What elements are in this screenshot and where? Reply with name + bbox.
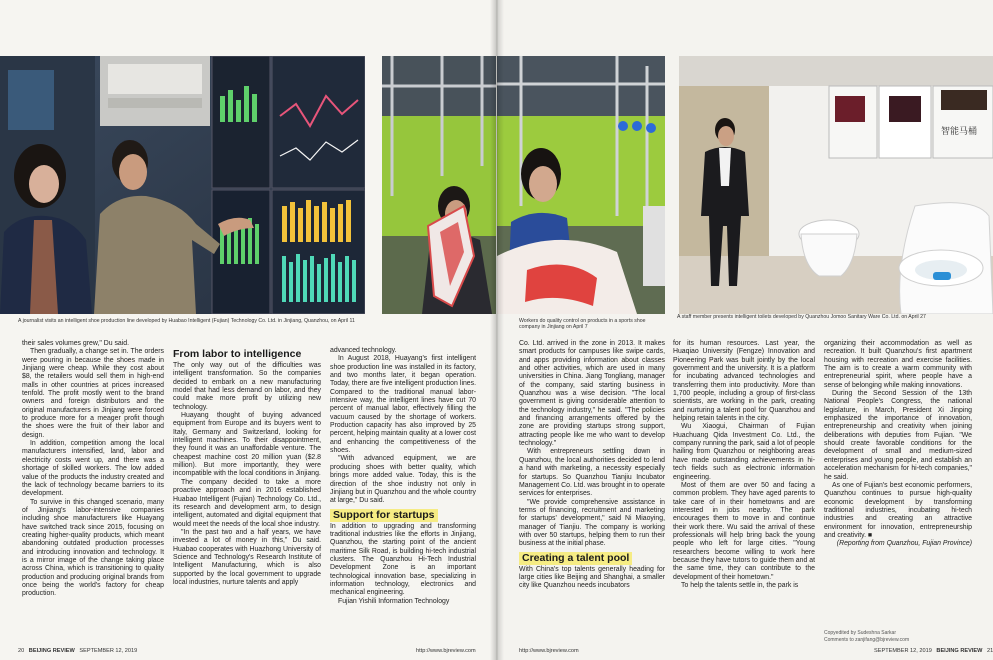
photo-quality-control-image-left [382, 56, 496, 314]
footer-url-right: http://www.bjreview.com [519, 648, 579, 654]
footer-url-left: http://www.bjreview.com [416, 648, 476, 654]
photo-quality-control-image-right [497, 56, 665, 314]
photo-caption-left: A journalist visits an intelligent shoe production line developed by Huabao Intelligent (Fujian) Technology Co. Ltd. in Jinjiang, Quanzhou, on April 11 [18, 318, 355, 324]
photo-toilet-showroom-image [679, 56, 993, 314]
issue-date-right: SEPTEMBER 12, 2019 [874, 648, 932, 654]
paragraph: In August 2018, Huayang's first intelligent shoe production line was installed in its factory, and two months later, it began operation. Today, there are five intelligent production lines. Compared to the traditional manual labor-intensive way, the intelligent lines have cut 70 percent of manual labor, effectively filling the vacuum caused by the shortage of workers. Production capacity has also improved by 25 percent, helping maintain quality at a lower cost and enhancing the competitiveness of the shoes. [330, 355, 476, 455]
paragraph: Huayang thought of buying advanced equipment from Europe and its buyers went to Italy, Germany and Switzerland, looking for intelligent machines. To their disappointment, they found it was an unaffordable venture. The cheapest machine cost 20 million yuan ($2.8 million). But more importantly, they were incompatible with the local conditions in Jinjiang. [173, 412, 321, 478]
article-column-4 [519, 340, 665, 591]
page-gutter [490, 0, 504, 660]
right-page [497, 0, 993, 660]
paragraph: As one of Fujian's best economic performers, Quanzhou continues to pursue high-quality economic development by transforming traditional industries, incubating hi-tech industries and creating an attractive environment for innovation, entrepreneurship and creativity. ■ [824, 481, 972, 539]
photo-caption-right: A staff member presents intelligent toilets developed by Quanzhou Jomoo Sanitary Ware Co. Ltd. on April 27 [677, 314, 926, 320]
paragraph: Most of them are over 50 and facing a common problem. They have aged parents to take care of in their hometowns and are interested in jobs nearby. The park encourages them to move in and continue their work there. Wu said the arrival of these professionals will help bring back the young people who left for large cities. "Young researchers become willing to work here because they have tutors to guide them and at the same time, they can contribute to the development of their hometown." [673, 481, 815, 581]
photo-quality-control [382, 56, 496, 314]
comments-credit: Comments to zanjifang@bjreview.com [824, 637, 910, 643]
store-sign-text: 智能马桶 [941, 126, 978, 136]
paragraph: "With advanced equipment, we are producing shoes with better quality, which brings more added value. Today, this is the direction of the shoe industry not only in Jinjiang but in Quanzhou and the whole country at large," Du said. [330, 455, 476, 505]
paragraph: During the Second Session of the 13th National People's Congress, the national legislature, in March, President Xi Jinping emphasized the importance of innovation, entrepreneurship and creativity when joining deliberations with deputies from Fujian. "We should create favorable conditions for the development of small and medium-sized enterprises and young people, and establish an acceleration mechanism for hi-tech companies," he said. [824, 390, 972, 481]
reporting-byline: (Reporting from Quanzhou, Fujian Province) [836, 540, 972, 548]
magazine-name-left: BEIJING REVIEW [28, 648, 75, 654]
footer-left [18, 648, 137, 654]
paragraph: for its human resources. Last year, the Huaqiao University (Fengze) Innovation and Pioneering Park was built jointly by the local government and the university. It is a platform for incubating advanced technologies and transferring them into productivity. More than 1,700 people, including a group of first-class scientists, are working in the park, creating and nurturing a talent pool for Quanzhou and helping retain talents in the city. [673, 340, 815, 423]
paragraph: To survive in this changed scenario, many of Jinjiang's labor-intensive companies including shoe manufacturers like Huayang have switched track since 2015, focusing on creating higher-quality products, which meant abandoning outdated production processes and introducing innovation and technology. It is a mirror image of the change taking place across China, which is transitioning to quality production and producing original brands from once being the world's factory for cheap production. [22, 498, 164, 598]
footer-right [874, 648, 993, 654]
paragraph: To help the talents settle in, the park is [681, 581, 799, 589]
paragraph: Fujian Yishili Information Technology [338, 597, 450, 605]
magazine-name-right: BEIJING REVIEW [936, 648, 983, 654]
paragraph: With entrepreneurs settling down in Quanzhou, the local authorities decided to lend a hand with marketing, a necessity especially for startups. So Quanzhou Tianjiu Incubator Management Co. Ltd. was brought in to operate services for enterprises. [519, 448, 665, 498]
paragraph: The only way out of the difficulties was intelligent transformation. So the companies decided to embark on a new manufacturing model that had less demand on labor, and they could make more profit by utilizing new technology. [173, 362, 321, 411]
paragraph: Wu Xiaogui, Chairman of Fujian Huachuang Qida Investment Co. Ltd., the company running the park, said a lot of people hailing from Quanzhou or neighboring areas have made outstanding achievements in hi-tech fields such as electronic information engineering. [673, 423, 815, 481]
issue-date-left: SEPTEMBER 12, 2019 [79, 648, 138, 654]
section-heading-talent-pool: Creating a talent pool [519, 552, 632, 565]
page-number-right: 21 [986, 648, 993, 654]
photo-caption-middle: Workers do quality control on products in a sports shoe company in Jinjiang on April 7 [519, 318, 646, 331]
photo-toilet-showroom [679, 56, 993, 314]
page-number-left: 20 [18, 648, 25, 654]
paragraph: "In the past two and a half years, we have invested a lot of money in this," Du said. Huabao cooperates with Huazhong University of Science and Technology's Research Institute of Intelligent Manufacturing, which is also supported by the local government to upgrade local industries, nurture talents and apply [173, 528, 321, 586]
article-column-1 [22, 340, 164, 599]
paragraph: With China's top talents generally heading for large cities like Beijing and Shanghai, a smaller city like Quanzhou needs incubators [519, 565, 665, 590]
paragraph: organizing their accommodation as well as recreation. It built Quanzhou's first apartment housing with recreation and exercise facilities. The aim is to create a warm community with entrepreneurial spirit, where people have a sense of belonging while making innovations. [824, 340, 972, 389]
paragraph: "We provide comprehensive assistance in terms of financing, recruitment and marketing for startups' development," said Ni Miaoying, manager of Tianjiu. The company is working with over 50 startups, helping them to run their business at the initial phase. [519, 498, 665, 548]
copyeditor-credit: Copyedited by Sudeshna Sarkar [824, 630, 896, 636]
article-column-3 [330, 347, 476, 606]
paragraph: In addition, competition among the local manufacturers intensified, land, labor and electricity costs went up, and there was a shortage of skilled workers. The low added value of the products the industry created and the lack of technology became barriers to its development. [22, 440, 164, 498]
paragraph: In addition to upgrading and transforming traditional industries like the efforts in Jinjiang, Quanzhou, the starting point of the ancient maritime Silk Road, is building hi-tech industrial clusters. The Quanzhou Hi-Tech Industrial Development Zone is an important technological innovation base, specializing in information technology, electronics and mechanical engineering. [330, 522, 476, 597]
paragraph: Co. Ltd. arrived in the zone in 2013. It makes smart products for campuses like swipe cards, and apps providing information about classes and other activities, which are used in many universities in China. Jiang Tongliang, manager of the company, said starting business in Quanzhou was a wise decision. "The local government is giving considerable attention to the technology industry," he said. "The policies and financing arrangements offered by the zone are providing startups strong support, attracting people like me who want to develop technology." [519, 340, 665, 448]
left-page [0, 0, 496, 660]
section-heading-support-for-startups: Support for startups [330, 509, 438, 522]
paragraph: Then gradually, a change set in. The orders were pouring in because the shoes made in Jinjiang were cheap. While they cost about $8, the retailers would sell them in high-end malls in other countries at prices increased tenfold. The profit mostly went to the brand owners and foreign distributors and the original manufacturers in Jinjiang were forced to produce more for a meager profit though the shoes were the fruit of their labor and design. [22, 348, 164, 439]
paragraph: The company decided to take a more proactive approach and in 2016 established Huabao Intelligent (Fujian) Technology Co. Ltd., its research and development arm, to design intelligent, automated and digital equipment that would meet the needs of the local shoe industry. [173, 478, 321, 528]
paragraph: their sales volumes grew," Du said. [22, 340, 129, 347]
photo-factory-screens-image [0, 56, 365, 314]
photo-factory-screens [0, 56, 365, 314]
article-column-6 [824, 340, 972, 549]
section-heading-labor-to-intelligence: From labor to intelligence [173, 348, 302, 360]
article-column-5 [673, 340, 815, 590]
photo-quality-control-right [497, 56, 665, 314]
paragraph: advanced technology. [330, 347, 397, 354]
article-column-2 [173, 345, 321, 587]
